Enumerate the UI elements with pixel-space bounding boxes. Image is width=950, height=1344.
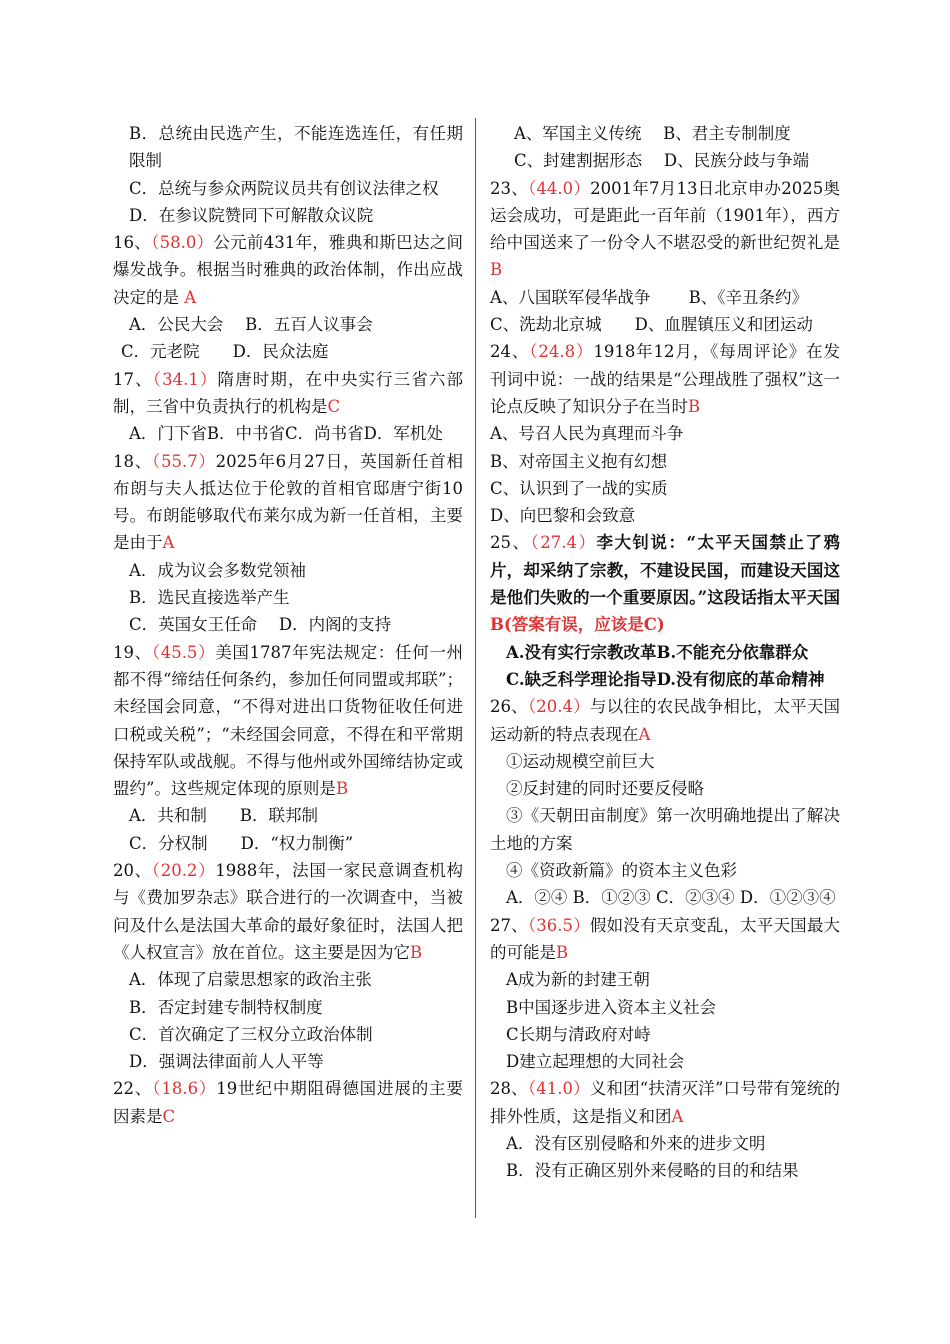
correct-rate: （20.4） [527,697,590,717]
q26-item-2: ②反封建的同时还要反侵略 [506,779,704,799]
q15-option-b: B．总统由民选产生，不能连选连任，有任期限制 [129,124,463,171]
question-number: 22、 [113,1079,153,1099]
q20-option-d: D．强调法律面前人人平等 [129,1052,324,1072]
q24-option-c: C、认识到了一战的实质 [490,478,668,498]
question-number: 17、 [113,369,153,389]
q26-item-3: ③《天朝田亩制度》第一次明确地提出了解决土地的方案 [490,806,840,853]
answer: A [671,1106,684,1126]
question-26 [490,693,840,748]
q25-options-ab: A.没有实行宗教改革B.不能充分依靠群众 [506,642,809,662]
correct-rate: （55.7） [151,451,216,471]
q24-option-b: B、对帝国主义抱有幻想 [490,451,668,471]
question-number: 24、 [490,342,530,362]
q27-option-b: B中国逐步进入资本主义社会 [506,997,717,1017]
correct-rate: （34.1） [152,369,218,389]
question-number: 20、 [113,861,152,881]
question-text: 假如没有天京变乱，太平天国最大的可能是 [490,915,841,962]
question-23 [490,175,840,284]
question-text: 19世纪中期阻碍德国进展的主要因素是 [113,1079,463,1126]
left-column [113,120,463,1130]
answer: B [490,260,503,280]
question-22 [113,1075,463,1130]
q28-option-a: A．没有区别侵略和外来的进步文明 [506,1133,766,1153]
q16-options-cd: C．元老院 D．民众法庭 [121,342,329,362]
answer: C [162,1106,176,1126]
q19-options-cd: C．分权制 D．“权力制衡” [129,833,354,853]
q22-options-cd: C、封建割据形态 D、民族分歧与争端 [514,151,810,171]
question-number: 25、 [490,533,531,553]
question-18 [113,448,463,557]
question-17 [113,366,463,421]
question-text: 美国1787年宪法规定：任何一州都不得“缔结任何条约，参加任何同盟或邦联”；未经国会同意，“不得对进出口货物征收任何进口税或关税”；“未经国会同意，不得在和平常期保持军队或战舰。不得与他州或外国缔结协定或盟约”。这些规定体现的原则是 [113,642,463,799]
q20-option-b: B．否定封建专制特权制度 [129,997,323,1017]
q17-options: A．门下省B．中书省C．尚书省D．军机处 [129,424,443,444]
q24-option-d: D、向巴黎和会致意 [490,506,636,526]
question-number: 28、 [490,1079,528,1099]
correct-rate: （41.0） [527,1079,590,1099]
q27-option-d: D建立起理想的大同社会 [506,1052,685,1072]
q28-option-b: B．没有正确区别外来侵略的目的和结果 [506,1161,799,1181]
question-number: 23、 [490,178,528,198]
answer: A [638,724,651,744]
question-text: 2025年6月27日，英国新任首相布朗与夫人抵达位于伦敦的首相官邸唐宁街10号。布朗能够取代布莱尔成为新一任首相，主要是由于 [113,451,463,553]
answer: B [410,942,423,962]
q25-options-cd: C.缺乏科学理论指导D.没有彻底的革命精神 [506,669,825,689]
question-19 [113,639,463,803]
question-27 [490,912,840,967]
answer: A [184,287,197,307]
question-text: 李大钊说：“太平天国禁止了鸦片，却采纳了宗教，不建设民国，而建设天国这是他们失败的一个重要原因。”这段话指太平天国 [490,533,840,608]
question-number: 27、 [490,915,528,935]
question-text: 1918年12月，《每周评论》在发刊词中说：一战的结果是“公理战胜了强权”这一论点反映了知识分子在当时 [490,342,840,416]
question-text: 义和团“扶清灭洋”口号带有笼统的排外性质，这是指义和团 [490,1079,840,1126]
q16-options-ab: A．公民大会 B．五百人议事会 [129,315,373,335]
q24-option-a: A、号召人民为真理而斗争 [490,424,684,444]
answer: B [335,779,349,799]
correct-rate: （24.8） [529,342,594,362]
q27-option-a: A成为新的封建王朝 [506,970,650,990]
right-column [490,120,840,1185]
question-text: 隋唐时期，在中央实行三省六部制，三省中负责执行的机构是 [113,369,463,416]
question-20 [113,857,463,966]
correct-rate: （20.2） [151,861,216,881]
question-16 [113,229,463,311]
q23-options-ab: A、八国联军侵华战争 B、《辛丑条约》 [490,287,809,307]
correct-rate: （44.0） [527,178,591,198]
correct-rate: （18.6） [152,1079,217,1099]
question-text: 公元前431年，雅典和斯巴达之间爆发战争。根据当时雅典的政治体制，作出应战决定的是 [113,233,463,307]
q22-options-ab: A、军国主义传统 B、君主专制制度 [514,124,791,143]
q20-option-a: A．体现了启蒙思想家的政治主张 [129,970,372,990]
answer: B(答案有误，应该是C) [490,615,665,635]
question-28 [490,1075,840,1130]
correct-rate: （45.5） [151,642,216,662]
question-24 [490,338,840,420]
q15-option-d: D．在参议院赞同下可解散众议院 [129,205,374,225]
q18-option-b: B．选民直接选举产生 [129,588,290,608]
column-divider [475,118,476,1218]
question-25 [490,529,840,638]
question-number: 26、 [490,697,528,717]
q26-options: A．②④ B．①②③ C．②③④ D．①②③④ [506,888,836,908]
question-text: 2001年7月13日北京申办2025奥运会成功，可是距此一百年前（1901年），西方给中国送来了一份令人不堪忍受的新世纪贺礼是 [490,178,840,253]
correct-rate: （58.0） [151,233,214,253]
correct-rate: （27.4） [530,533,597,553]
question-number: 16、 [113,233,152,253]
answer: B [556,942,569,962]
answer: A [162,533,175,553]
question-text: 1988年，法国一家民意调查机构与《费加罗杂志》联合进行的一次调查中，当被问及什么是法国大革命的最好象征时，法国人把《人权宣言》放在首位。这主要是因为它 [113,861,463,962]
question-number: 18、 [113,451,152,471]
q27-option-c: C长期与清政府对峙 [506,1024,651,1044]
q19-options-ab: A．共和制 B．联邦制 [129,806,319,826]
answer: C [327,396,341,416]
answer: B [688,396,701,416]
q18-option-a: A．成为议会多数党领袖 [129,560,306,580]
q26-item-4: ④《资政新篇》的资本主义色彩 [506,861,737,881]
correct-rate: （36.5） [527,915,590,935]
q18-options-cd: C．英国女王任命 D．内阁的支持 [129,615,392,635]
q26-item-1: ①运动规模空前巨大 [506,751,655,771]
q23-options-cd: C、洗劫北京城 D、血腥镇压义和团运动 [490,315,813,335]
q15-option-c: C．总统与参众两院议员共有创议法律之权 [129,178,439,198]
question-number: 19、 [113,642,152,662]
question-text: 与以往的农民战争相比，太平天国运动新的特点表现在 [490,697,841,744]
q20-option-c: C．首次确定了三权分立政治体制 [129,1024,373,1044]
